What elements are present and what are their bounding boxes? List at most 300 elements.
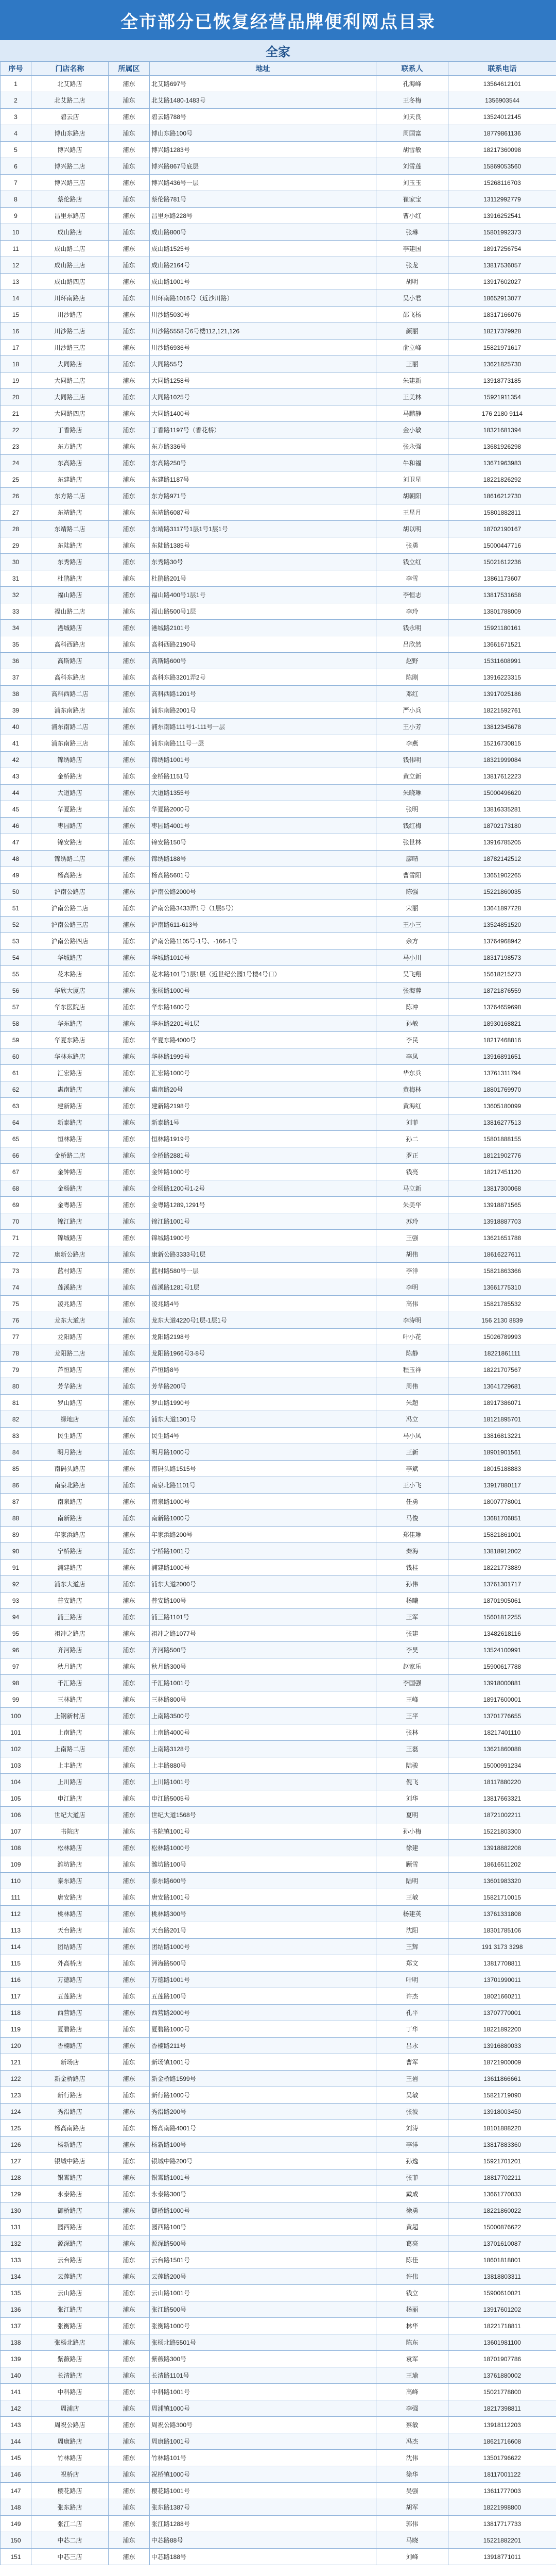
phone-number: 13641729681 bbox=[448, 1378, 556, 1395]
store-name: 北艾路店 bbox=[31, 76, 109, 92]
phone-number: 13916223315 bbox=[448, 669, 556, 686]
district: 浦东 bbox=[109, 2202, 150, 2219]
address: 华夏东路4000号 bbox=[150, 1032, 376, 1048]
row-index: 92 bbox=[1, 1576, 31, 1592]
address: 高斯路600号 bbox=[150, 653, 376, 669]
row-index: 5 bbox=[1, 142, 31, 158]
phone-number: 15221860035 bbox=[448, 884, 556, 900]
col-header-address: 地址 bbox=[150, 62, 376, 76]
address: 香楠路211号 bbox=[150, 2038, 376, 2054]
table-row bbox=[1, 735, 556, 752]
address: 长清路1101号 bbox=[150, 2367, 376, 2384]
address: 沪南路611-613号 bbox=[150, 917, 376, 933]
contact-name: 胡以明 bbox=[376, 521, 448, 537]
table-row bbox=[1, 1840, 556, 1856]
district: 浦东 bbox=[109, 1807, 150, 1823]
table-row bbox=[1, 768, 556, 785]
district: 浦东 bbox=[109, 1840, 150, 1856]
contact-name: 赵家乐 bbox=[376, 1658, 448, 1675]
district: 浦东 bbox=[109, 274, 150, 290]
contact-name: 蔡敏 bbox=[376, 2417, 448, 2433]
contact-name: 秦海 bbox=[376, 1543, 448, 1560]
store-name: 东方路二店 bbox=[31, 488, 109, 504]
table-row bbox=[1, 785, 556, 801]
contact-name: 陈刚 bbox=[376, 669, 448, 686]
address: 恒林路1919号 bbox=[150, 1131, 376, 1147]
address: 浦东南路2001号 bbox=[150, 702, 376, 719]
store-name: 张江路店 bbox=[31, 2301, 109, 2318]
phone-number: 13564612101 bbox=[448, 76, 556, 92]
table-row bbox=[1, 92, 556, 109]
table-row bbox=[1, 1494, 556, 1510]
phone-number: 18616212730 bbox=[448, 488, 556, 504]
row-index: 141 bbox=[1, 2384, 31, 2400]
table-row bbox=[1, 719, 556, 735]
district: 浦东 bbox=[109, 1510, 150, 1527]
table-row bbox=[1, 1444, 556, 1461]
address: 锦城路1900号 bbox=[150, 1230, 376, 1246]
district: 浦东 bbox=[109, 999, 150, 1015]
district: 浦东 bbox=[109, 2351, 150, 2367]
row-index: 10 bbox=[1, 224, 31, 241]
address: 周康路1001号 bbox=[150, 2433, 376, 2450]
row-index: 130 bbox=[1, 2202, 31, 2219]
table-row bbox=[1, 1774, 556, 1790]
row-index: 35 bbox=[1, 636, 31, 653]
contact-name: 李雪 bbox=[376, 570, 448, 587]
col-header-phone: 联系电话 bbox=[448, 62, 556, 76]
row-index: 80 bbox=[1, 1378, 31, 1395]
address: 惠南路20号 bbox=[150, 1081, 376, 1098]
district: 浦东 bbox=[109, 191, 150, 208]
store-name: 浦建路店 bbox=[31, 1560, 109, 1576]
district: 浦东 bbox=[109, 1329, 150, 1345]
store-name: 银霄路店 bbox=[31, 2170, 109, 2186]
row-index: 26 bbox=[1, 488, 31, 504]
district: 浦东 bbox=[109, 1213, 150, 1230]
phone-number: 18015188883 bbox=[448, 1461, 556, 1477]
table-row bbox=[1, 1279, 556, 1296]
table-row bbox=[1, 2005, 556, 2021]
address: 樱花路1001号 bbox=[150, 2483, 376, 2499]
district: 浦东 bbox=[109, 1527, 150, 1543]
row-index: 128 bbox=[1, 2170, 31, 2186]
district: 浦东 bbox=[109, 686, 150, 702]
row-index: 4 bbox=[1, 125, 31, 142]
district: 浦东 bbox=[109, 1081, 150, 1098]
store-name: 民生路店 bbox=[31, 1428, 109, 1444]
address: 张衡路1000号 bbox=[150, 2318, 376, 2334]
contact-name: 崔家宝 bbox=[376, 191, 448, 208]
district: 浦东 bbox=[109, 2433, 150, 2450]
row-index: 120 bbox=[1, 2038, 31, 2054]
district: 浦东 bbox=[109, 1576, 150, 1592]
store-name: 花木路店 bbox=[31, 966, 109, 982]
contact-name: 孔海峰 bbox=[376, 76, 448, 92]
district: 浦东 bbox=[109, 620, 150, 636]
store-name: 永泰路店 bbox=[31, 2186, 109, 2202]
store-name: 沪南公路店 bbox=[31, 884, 109, 900]
address: 华夏路2000号 bbox=[150, 801, 376, 818]
phone-number: 13621825730 bbox=[448, 356, 556, 372]
contact-name: 吕永 bbox=[376, 2038, 448, 2054]
address: 紫薇路300号 bbox=[150, 2351, 376, 2367]
contact-name: 朱超 bbox=[376, 1395, 448, 1411]
contact-name: 宋丽 bbox=[376, 900, 448, 917]
store-name: 高斯路店 bbox=[31, 653, 109, 669]
phone-number: 15021778800 bbox=[448, 2384, 556, 2400]
address: 园西路100号 bbox=[150, 2219, 376, 2235]
district: 浦东 bbox=[109, 504, 150, 521]
store-name: 昌里东路店 bbox=[31, 208, 109, 224]
phone-number: 13801788009 bbox=[448, 603, 556, 620]
address: 北艾路697号 bbox=[150, 76, 376, 92]
row-index: 136 bbox=[1, 2301, 31, 2318]
contact-name: 吴敏 bbox=[376, 2087, 448, 2104]
district: 浦东 bbox=[109, 1939, 150, 1955]
store-name: 书院店 bbox=[31, 1823, 109, 1840]
contact-name: 邓红 bbox=[376, 686, 448, 702]
store-name: 康新公路店 bbox=[31, 1246, 109, 1263]
district: 浦东 bbox=[109, 2334, 150, 2351]
store-name: 凌兆路店 bbox=[31, 1296, 109, 1312]
district: 浦东 bbox=[109, 1741, 150, 1757]
address: 周祝公路300号 bbox=[150, 2417, 376, 2433]
address: 新场镇1001号 bbox=[150, 2054, 376, 2071]
table-row bbox=[1, 1114, 556, 1131]
store-name: 云莲路店 bbox=[31, 2268, 109, 2285]
address: 蔡伦路781号 bbox=[150, 191, 376, 208]
row-index: 110 bbox=[1, 1873, 31, 1889]
phone-number: 18301785106 bbox=[448, 1922, 556, 1939]
district: 浦东 bbox=[109, 1098, 150, 1114]
phone-number: 18221860022 bbox=[448, 2202, 556, 2219]
contact-name: 钱立红 bbox=[376, 554, 448, 570]
store-name: 芦恒路店 bbox=[31, 1362, 109, 1378]
store-name: 张杨北路店 bbox=[31, 2334, 109, 2351]
store-name: 张江二店 bbox=[31, 2516, 109, 2532]
contact-name: 王平 bbox=[376, 1708, 448, 1724]
address: 福山路500号1层 bbox=[150, 603, 376, 620]
contact-name: 许杰 bbox=[376, 1988, 448, 2005]
district: 浦东 bbox=[109, 356, 150, 372]
address: 西营路2000号 bbox=[150, 2005, 376, 2021]
table-row bbox=[1, 2384, 556, 2400]
address: 大同路1025号 bbox=[150, 389, 376, 405]
store-name: 东靖路二店 bbox=[31, 521, 109, 537]
district: 浦东 bbox=[109, 851, 150, 867]
district: 浦东 bbox=[109, 2285, 150, 2301]
district: 浦东 bbox=[109, 735, 150, 752]
contact-name: 李洋 bbox=[376, 2137, 448, 2153]
address: 建新路2198号 bbox=[150, 1098, 376, 1114]
contact-name: 孙逸 bbox=[376, 2153, 448, 2170]
district: 浦东 bbox=[109, 1197, 150, 1213]
district: 浦东 bbox=[109, 307, 150, 323]
address: 芦恒路8号 bbox=[150, 1362, 376, 1378]
store-name: 中芯三店 bbox=[31, 2549, 109, 2565]
phone-number: 18779861136 bbox=[448, 125, 556, 142]
row-index: 47 bbox=[1, 834, 31, 851]
store-name: 东建路店 bbox=[31, 471, 109, 488]
row-index: 28 bbox=[1, 521, 31, 537]
store-name: 金粤路店 bbox=[31, 1197, 109, 1213]
contact-name: 李民 bbox=[376, 1032, 448, 1048]
address: 南泉路1000号 bbox=[150, 1494, 376, 1510]
row-index: 17 bbox=[1, 340, 31, 356]
phone-number: 13621651788 bbox=[448, 1230, 556, 1246]
table-row bbox=[1, 1972, 556, 1988]
table-row bbox=[1, 2532, 556, 2549]
address: 张江路500号 bbox=[150, 2301, 376, 2318]
contact-name: 廖晴 bbox=[376, 851, 448, 867]
table-row bbox=[1, 1477, 556, 1494]
phone-number: 18101888220 bbox=[448, 2120, 556, 2137]
address: 东方路971号 bbox=[150, 488, 376, 504]
row-index: 124 bbox=[1, 2104, 31, 2120]
table-row bbox=[1, 2483, 556, 2499]
table-row bbox=[1, 76, 556, 92]
phone-number: 15021612236 bbox=[448, 554, 556, 570]
store-name: 罗山路店 bbox=[31, 1395, 109, 1411]
table-row bbox=[1, 2466, 556, 2483]
table-row bbox=[1, 867, 556, 884]
phone-number: 18917256754 bbox=[448, 241, 556, 257]
table-row bbox=[1, 1560, 556, 1576]
store-name: 沪南公路三店 bbox=[31, 917, 109, 933]
row-index: 127 bbox=[1, 2153, 31, 2170]
table-row bbox=[1, 1592, 556, 1609]
store-name: 西营路店 bbox=[31, 2005, 109, 2021]
store-name: 成山路四店 bbox=[31, 274, 109, 290]
contact-name: 朱建新 bbox=[376, 372, 448, 389]
phone-number: 18930168821 bbox=[448, 1015, 556, 1032]
address: 上川路1001号 bbox=[150, 1774, 376, 1790]
store-name: 高科东路店 bbox=[31, 669, 109, 686]
store-name: 大同路三店 bbox=[31, 389, 109, 405]
district: 浦东 bbox=[109, 2219, 150, 2235]
district: 浦东 bbox=[109, 818, 150, 834]
phone-number: 15821710015 bbox=[448, 1889, 556, 1906]
address: 秀沿路200号 bbox=[150, 2104, 376, 2120]
contact-name: 钱永明 bbox=[376, 620, 448, 636]
contact-name: 冯杰 bbox=[376, 2433, 448, 2450]
store-name: 周浦店 bbox=[31, 2400, 109, 2417]
row-index: 14 bbox=[1, 290, 31, 307]
address: 龙阳路1966号3-8号 bbox=[150, 1345, 376, 1362]
store-name: 大同路四店 bbox=[31, 405, 109, 422]
row-index: 142 bbox=[1, 2400, 31, 2417]
row-index: 131 bbox=[1, 2219, 31, 2235]
table-row bbox=[1, 241, 556, 257]
phone-number: 18221861111 bbox=[448, 1345, 556, 1362]
row-index: 143 bbox=[1, 2417, 31, 2433]
contact-name: 黄梅林 bbox=[376, 1081, 448, 1098]
store-name: 丁香路店 bbox=[31, 422, 109, 438]
contact-name: 李恒志 bbox=[376, 587, 448, 603]
district: 浦东 bbox=[109, 1922, 150, 1939]
row-index: 57 bbox=[1, 999, 31, 1015]
phone-number: 15216730815 bbox=[448, 735, 556, 752]
table-row bbox=[1, 950, 556, 966]
store-name: 杨高路店 bbox=[31, 867, 109, 884]
address: 上南路3500号 bbox=[150, 1708, 376, 1724]
table-row bbox=[1, 702, 556, 719]
table-row bbox=[1, 2087, 556, 2104]
contact-name: 孙伟 bbox=[376, 1576, 448, 1592]
store-name: 祝桥店 bbox=[31, 2466, 109, 2483]
address: 金桥路2881号 bbox=[150, 1147, 376, 1164]
row-index: 122 bbox=[1, 2071, 31, 2087]
district: 浦东 bbox=[109, 2400, 150, 2417]
district: 浦东 bbox=[109, 2235, 150, 2252]
store-name: 宁桥路店 bbox=[31, 1543, 109, 1560]
table-row bbox=[1, 1065, 556, 1081]
phone-number: 15311608991 bbox=[448, 653, 556, 669]
address: 成山路800号 bbox=[150, 224, 376, 241]
store-name: 沪南公路二店 bbox=[31, 900, 109, 917]
phone-number: 13817612223 bbox=[448, 768, 556, 785]
district: 浦东 bbox=[109, 1708, 150, 1724]
contact-name: 吴飞翔 bbox=[376, 966, 448, 982]
district: 浦东 bbox=[109, 1988, 150, 2005]
district: 浦东 bbox=[109, 76, 150, 92]
district: 浦东 bbox=[109, 1164, 150, 1180]
row-index: 56 bbox=[1, 982, 31, 999]
row-index: 40 bbox=[1, 719, 31, 735]
store-name: 华欣大厦店 bbox=[31, 982, 109, 999]
contact-name: 曹军 bbox=[376, 2054, 448, 2071]
district: 浦东 bbox=[109, 2483, 150, 2499]
row-index: 117 bbox=[1, 1988, 31, 2005]
contact-name: 吕欣然 bbox=[376, 636, 448, 653]
table-row bbox=[1, 1197, 556, 1213]
phone-number: 13817717733 bbox=[448, 2516, 556, 2532]
store-name: 杨高南路店 bbox=[31, 2120, 109, 2137]
phone-number: 13701610087 bbox=[448, 2235, 556, 2252]
phone-number: 18801769970 bbox=[448, 1081, 556, 1098]
store-name: 夏碧路店 bbox=[31, 2021, 109, 2038]
contact-name: 杨曦 bbox=[376, 1592, 448, 1609]
table-row bbox=[1, 438, 556, 455]
phone-number: 15869053560 bbox=[448, 158, 556, 175]
phone-number: 13761331808 bbox=[448, 1906, 556, 1922]
contact-name: 吴小君 bbox=[376, 290, 448, 307]
district: 浦东 bbox=[109, 158, 150, 175]
contact-name: 张波 bbox=[376, 2104, 448, 2120]
table-row bbox=[1, 405, 556, 422]
store-name: 园西路店 bbox=[31, 2219, 109, 2235]
contact-name: 张世林 bbox=[376, 834, 448, 851]
table-row bbox=[1, 372, 556, 389]
address: 东靖路3117号1层1号1层1号 bbox=[150, 521, 376, 537]
table-row bbox=[1, 2252, 556, 2268]
phone-number: 15821861001 bbox=[448, 1527, 556, 1543]
row-index: 55 bbox=[1, 966, 31, 982]
table-row bbox=[1, 834, 556, 851]
store-name: 竹林路店 bbox=[31, 2450, 109, 2466]
address: 洲海路500号 bbox=[150, 1955, 376, 1972]
address: 东建路1187号 bbox=[150, 471, 376, 488]
contact-name: 马小凤 bbox=[376, 1428, 448, 1444]
address: 华城路1010号 bbox=[150, 950, 376, 966]
address: 新泰路1号 bbox=[150, 1114, 376, 1131]
address: 丁香路1197号（香花桥） bbox=[150, 422, 376, 438]
district: 浦东 bbox=[109, 2318, 150, 2334]
district: 浦东 bbox=[109, 1180, 150, 1197]
row-index: 1 bbox=[1, 76, 31, 92]
row-index: 151 bbox=[1, 2549, 31, 2565]
store-name: 长清路店 bbox=[31, 2367, 109, 2384]
contact-name: 李涛明 bbox=[376, 1312, 448, 1329]
store-name: 张东路店 bbox=[31, 2499, 109, 2516]
store-name: 香楠路店 bbox=[31, 2038, 109, 2054]
phone-number: 18217360098 bbox=[448, 142, 556, 158]
row-index: 33 bbox=[1, 603, 31, 620]
district: 浦东 bbox=[109, 405, 150, 422]
contact-name: 王强 bbox=[376, 1230, 448, 1246]
table-row bbox=[1, 2433, 556, 2450]
contact-name: 朱晓琳 bbox=[376, 785, 448, 801]
row-index: 87 bbox=[1, 1494, 31, 1510]
district: 浦东 bbox=[109, 1757, 150, 1774]
district: 浦东 bbox=[109, 537, 150, 554]
store-name: 绿地店 bbox=[31, 1411, 109, 1428]
district: 浦东 bbox=[109, 2532, 150, 2549]
address: 成山路1001号 bbox=[150, 274, 376, 290]
store-name: 恒林路店 bbox=[31, 1131, 109, 1147]
phone-number: 13918882208 bbox=[448, 1840, 556, 1856]
phone-number: 13764968942 bbox=[448, 933, 556, 950]
row-index: 6 bbox=[1, 158, 31, 175]
row-index: 18 bbox=[1, 356, 31, 372]
contact-name: 朱美华 bbox=[376, 1197, 448, 1213]
table-row bbox=[1, 1708, 556, 1724]
table-row bbox=[1, 1378, 556, 1395]
store-name: 芳华路店 bbox=[31, 1378, 109, 1395]
table-row bbox=[1, 1856, 556, 1873]
contact-name: 黄立新 bbox=[376, 768, 448, 785]
phone-number: 15000447716 bbox=[448, 537, 556, 554]
row-index: 145 bbox=[1, 2450, 31, 2466]
row-index: 83 bbox=[1, 1428, 31, 1444]
district: 浦东 bbox=[109, 933, 150, 950]
contact-name: 孙二 bbox=[376, 1131, 448, 1147]
store-name: 普安路店 bbox=[31, 1592, 109, 1609]
table-row bbox=[1, 2268, 556, 2285]
store-name: 锦江路店 bbox=[31, 1213, 109, 1230]
store-name: 蓝村路店 bbox=[31, 1263, 109, 1279]
row-index: 114 bbox=[1, 1939, 31, 1955]
district: 浦东 bbox=[109, 2104, 150, 2120]
district: 浦东 bbox=[109, 2038, 150, 2054]
address: 南新路1000号 bbox=[150, 1510, 376, 1527]
address: 龙东大道4220号1层-1层1号 bbox=[150, 1312, 376, 1329]
district: 浦东 bbox=[109, 702, 150, 719]
phone-number: 13764659698 bbox=[448, 999, 556, 1015]
table-row bbox=[1, 2120, 556, 2137]
store-name: 秀沿路店 bbox=[31, 2104, 109, 2120]
phone-number: 13605180099 bbox=[448, 1098, 556, 1114]
store-name: 大同路店 bbox=[31, 356, 109, 372]
district: 浦东 bbox=[109, 1378, 150, 1395]
address: 罗山路1990号 bbox=[150, 1395, 376, 1411]
address: 竹林路101号 bbox=[150, 2450, 376, 2466]
contact-name: 李燕 bbox=[376, 735, 448, 752]
phone-number: 18817702211 bbox=[448, 2170, 556, 2186]
store-name: 高科西路店 bbox=[31, 636, 109, 653]
contact-name: 林华 bbox=[376, 2318, 448, 2334]
